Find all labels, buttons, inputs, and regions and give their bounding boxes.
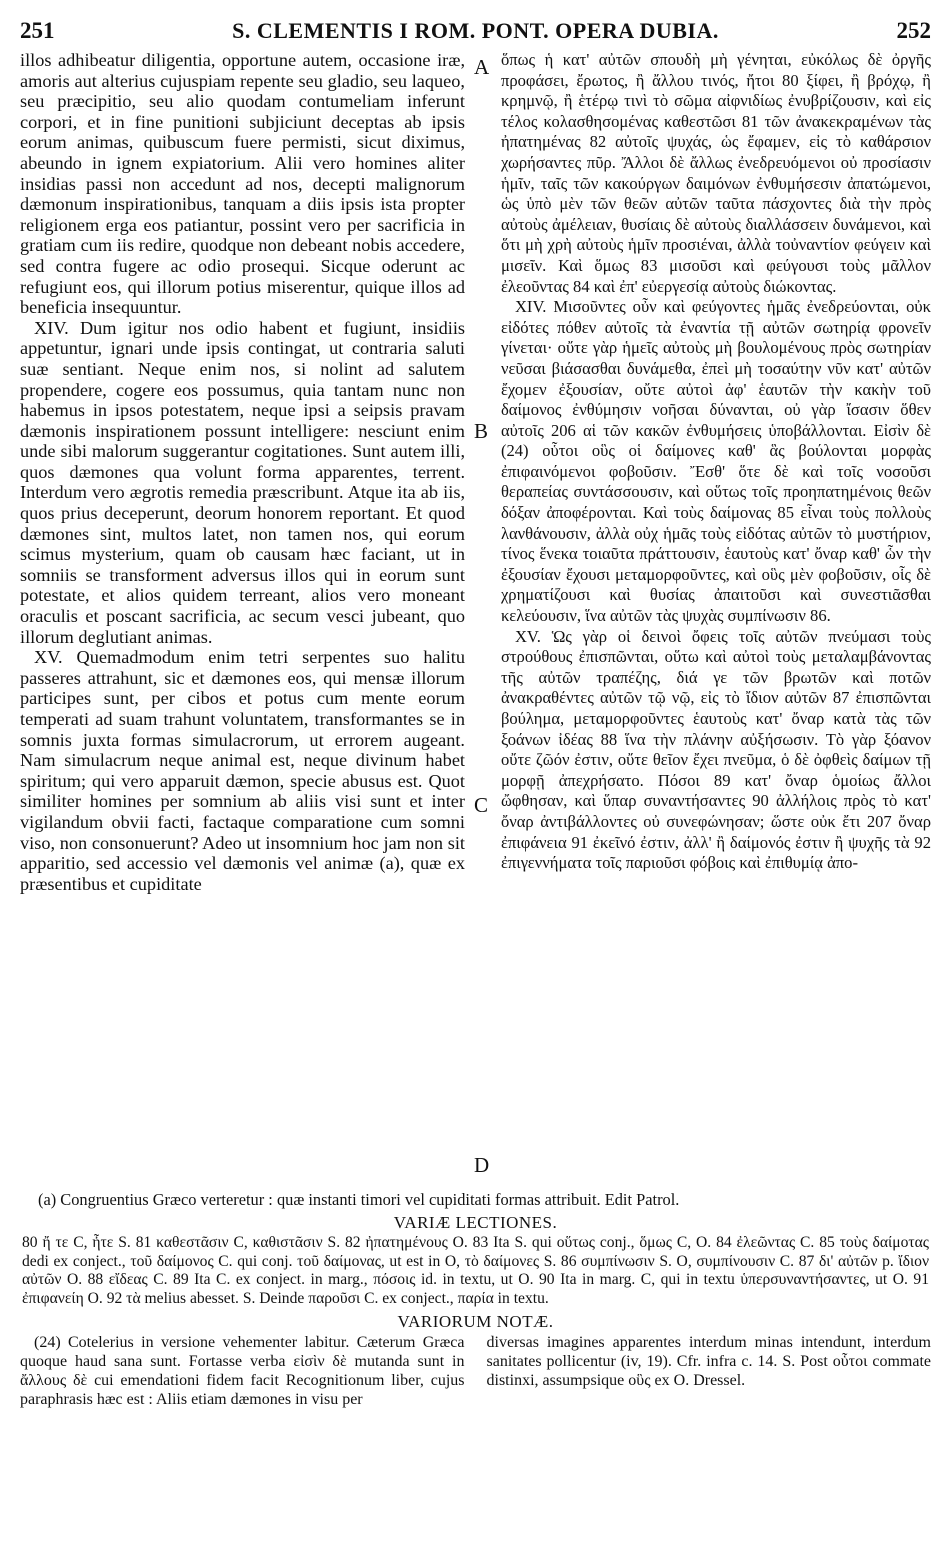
greek-paragraph: XIV. Μισοῦντες οὖν καὶ φεύγοντες ἡμᾶς ἐνεδρεύονται, οὐκ εἰδότες πόθεν αὐτοῖς τὰ ἐναντία τῇ αὐτῶν σωτηρίᾳ φρονεῖν γίνεται· οὔτε γὰρ ἡμεῖς αὐτοὺς μὴ βουλομένους πρὸς σωτηρίαν νεῦσαι βιάσασθαι δυνάμεθα, ἐπεὶ μὴ τοσαύτην νῦν κατ' αὐτῶν ἔχομεν ἐξουσίαν, οὔτε αὐτοὶ ἀφ' ἑαυτῶν τὴν κακὴν τοῦ δαίμονος ἐνθύμησιν νοῆσαι δύνανται, οὐ γὰρ ἴσασιν ὅθεν αὐτοῖς 206 αἱ τῶν κακῶν ἐνθυμήσεις ὑποβάλλονται. Εἰσὶν δὲ (24) οὗτοι οὓς οἱ δαίμονες καθ' ἃς βούλονται μορφὰς ἐπιφαινόμενοι φοβοῦσιν. Ἔσθ' ὅτε δὲ καὶ τοῖς νοσοῦσι θεραπείας συντάσσουσιν, καὶ οὕτως τοῖς προηπατημένοις θεῶν δόξαν ἀποφέρονται. Καὶ τοὺς δαίμονας 85 εἶναι τοὺς πολλοὺς λανθάνουσιν, ἀλλὰ οὐχ ἡμᾶς τοὺς εἰδότας αὐτῶν τὸ μυστήριον, τίνος ἕνεκα τοιαῦτα πράττουσιν, ἑαυτοὺς κατ' ὄναρ καθ' ὧν τὴν ἐξουσίαν ἔχουσι μεταμορφοῦντες, καὶ οὓς μὲν φοβοῦσιν, οἷς δὲ χρηματίζουσι καὶ θυσίας ἀπαιτοῦσι καὶ συνεστιᾶσθαι κελεύουσιν, ἵνα αὐτῶν τὰς ψυχὰς συμπίνωσιν 86. — [500, 297, 931, 626]
page-number-right: 252 — [896, 18, 931, 43]
note-text: diversas imagines apparentes interdum minas intendunt, interdum sanitates pollicentur (iv, 19). Cfr. infra c. 14. S. Post οὗτοι commate distinxi, assumpsique οὓς ex O. Dressel. — [486, 1334, 931, 1390]
variorum-notae-title: VARIORUM NOTÆ. — [397, 1312, 554, 1332]
margin-letter-b: B — [474, 419, 489, 443]
greek-paragraph: XV. Ὡς γὰρ οἱ δεινοὶ ὄφεις τοῖς αὐτῶν πνεύμασι τοὺς στρούθους ἐπισπῶνται, οὕτω καὶ αὐτοὶ τοὺς μεταλαμβάνοντας τῆς αὐτῶν τραπέζης, διά γε τῶν βρωτῶν καὶ ποτῶν ἀνακραθέντες αὐτῶν τῷ νῷ, εἰς τὸ ἴδιον αὐτῶν 87 ἐπισπῶνται βούλημα, μεταμορφοῦντες ἑαυτοὺς κατ' ὄναρ κατὰ τὰς τῶν ξοάνων ἰδέας 88 ἵνα τὴν πλάνην αὐξήσωσιν. Τὸ γὰρ ξόανον οὔτε ζῶόν ἐστιν, οὔτε θεῖον ἔχει πνεῦμα, ὁ δὲ ὀφθεὶς δαίμων τῇ μορφῇ ἀπεχρήσατο. Πόσοι 89 κατ' ὄναρ ὁμοίως ἄλλοι ὤφθησαν, καὶ ὕπαρ συναντήσαντες 90 ἀλλήλοις πρὸς τὸ κατ' ὄναρ ἀντιβάλλοντες οὐ συνεφώνησαν; ὥστε οὐκ ἔτι 207 ὄναρ ἐπιφάνεια 91 ἐκεῖνό ἐστιν, ἀλλ' ἢ δαίμονός ἐστιν ἢ ψυχῆς τὰ 92 ἐπιγεννήματα τοῖς παριοῦσι φόβοις καὶ ἐπιθυμίᾳ ἀπο- — [500, 626, 931, 873]
page-header — [20, 14, 931, 50]
notae-left-column — [20, 1333, 465, 1409]
margin-gutter — [465, 50, 501, 1188]
margin-letter-d: D — [474, 1153, 490, 1177]
variorum-notae — [20, 1333, 931, 1409]
margin-letter-c: C — [474, 793, 489, 817]
latin-paragraph: XIV. Dum igitur nos odio habent et fugiunt, insidiis appetuntur, ignari unde ipsis contingat, ut contraria saluti suæ sentiant. Neque enim nos, si nolint ad salutem propendere, cogere eos possumus, quia tantam nunc non habemus in ipsos potestatem, neque ipsi a seipsis pravam dæmonis inspirationem possunt intelligere: nesciunt enim unde sibi malorum suggerantur cogitationes. Sunt autem illi, quos dæmones qua volunt forma apparentes, terrent. Interdum vero ægrotis remedia præscribunt. Atque ita ab iis, quos prius deceperunt, deorum honorem reportant. Et quod dæmones sint, multos latet, non tamen nos, qui eorum scimus mysterium, quam ob causam hæc faciant, ut in somniis se transforment adversus illos qui in eorum sunt potestate, et alios quidem terreant, alios vero moneant oraculis et poscant sacrificia, ac secum vesci jubeant, quo illorum deglutiant animas. — [20, 317, 466, 647]
note-text: (24) Cotelerius in versione vehementer labitur. Cæterum Græca quoque haud sana sunt. Fortasse verba εἰσὶν δὲ mutanda sunt in ἄλλους δὲ cui emendationi fidem facit Recognitionum liber, cujus paraphrasis hæc est : Aliis etiam dæmones in visu per — [20, 1334, 465, 1409]
greek-paragraph: ὅπως ἡ κατ' αὐτῶν σπουδὴ μὴ γένηται, εὐκόλως δὲ ὀργῆς προφάσει, ἔρωτος, ἢ ἄλλου τινός, ἤτοι 80 ξίφει, ἢ βρόχῳ, ἢ κρημνῷ, ἢ ἑτέρῳ τινὶ τὸ σῶμα αἰφνιδίως ἐνυβρίζουσιν, καὶ εἰς τέλος κολασθησομένας καθεστῶσι 81 τῶν ἀνακεκραμένων τὰς ἠπατημένας 82 αὐτοῖς ψυχάς, ὡς ἔφαμεν, εἰς τὸ καθάρσιον χωρήσαντες πῦρ. Ἄλλοι δὲ ἄλλως ἐνεδρευόμενοι οὐ προσίασιν ἡμῖν, ταῖς τῶν κακούργων δαιμόνων ἐνθυμήσεσιν ἀπατώμενοι, ὡς ὑπὸ μὲν τῶν θεῶν αὐτῶν ταῦτα πάσχοντες διὰ τὴν πρὸς αὐτοὺς ἀμέλειαν, θυσίαις δὲ αὐτοὺς διαλλάσσειν δυνάμενοι, καὶ ὅτι μὴ χρὴ αὐτοὺς ἡμῖν προσιέναι, ἀλλὰ τοὐναντίον φεύγειν καὶ μισεῖν. Καὶ ὅμως 83 μισοῦσι καὶ φεύγουσι τοὺς μᾶλλον ἐλεοῦντας 84 καὶ ἐπ' εὐεργεσίᾳ αὐτοὺς διώκοντας. — [500, 50, 931, 296]
latin-paragraph: XV. Quemadmodum enim tetri serpentes suo halitu passeres attrahunt, sic et dæmones eos, qui mensæ illorum participes sunt, per cibos et potus cum mente eorum temperati ad suam trahunt voluntatem, transformantes se in somnis juxta formas simulacrorum, ut errorem augeant. Nam simulacrum neque animal est, neque divinum habet spiritum; qui vero apparuit dæmon, specie abusus est. Quot similiter homines per somnium ab aliis visi sunt et inter vigilandum obvii facti, factaque comparatione cum somni viso, non consonuerunt? Adeo ut insomnium hoc jam non sit apparitio, sed accessio vel dæmonis vel animæ (a), quæ ex præsentibus et cupiditate — [20, 647, 466, 894]
editorial-footnote: (a) Congruentius Græco verteretur : quæ instanti timori vel cupiditati formas attribuit. Edit Patrol. — [38, 1190, 680, 1209]
greek-column — [501, 50, 931, 1188]
latin-paragraph: illos adhibeatur diligentia, opportune autem, occasione iræ, amoris aut alterius cujuspiam repente seu gladio, seu laqueo, seu præcipitio, seu alio quodam contumeliam inferunt corpori, et in fine punitioni subjiciunt deceptas ab ipsis eorum animas, quibuscum fuere permisti, sicut diximus, abeundo in ignem expiatorium. Alii vero homines aliter insidias passi non accedunt ad nos, decepti malignorum dæmonum inspirationibus, tanquam a diis ipsis ista propter religionem erga eos patiantur, possint vero per sacrificia in gratiam cum iis redire, quodque non debeant nobis accedere, sed contra fugere ac odio prosequi. Sicque oderunt ac refugiunt eos, qui illorum potius miserentur, quique illos ad beneficia insequuntur. — [20, 50, 466, 318]
variae-lectiones-text: 80 ἤ τε C, ἦτε S. 81 καθεστᾶσιν C, καθιστᾶσιν S. 82 ἠπατημένους O. 83 Ita S. qui οὕτως conj., ὅμως C, O. 84 ἐλεῶντας C. 85 τοὺς δαίμοτας dedi ex conject., τοῦ δαίμονος C. qui conj. τοῦ δαίμονας, ut est in O, τὸ δαίμονες S. 86 συμπίνωσιν S. O, συμπίνουσιν C. 87 δι' αὐτῶν p. ἴδιον αὐτῶν O. 88 εἴδεας C. 89 Ita C. ex conject. in marg., πόσοις id. in textu, ut O. 90 Ita in marg. C, qui in textu ὑπερσυναντήσαντες, ut O. 91 ἐπιφανείη O. 92 τὰ melius abesset. S. Deinde παροῦσι C. ex conject., παρία in textu. — [22, 1234, 929, 1307]
variae-lectiones-title: VARIÆ LECTIONES. — [393, 1213, 558, 1232]
notae-right-column — [487, 1333, 932, 1409]
running-title: S. CLEMENTIS I ROM. PONT. OPERA DUBIA. — [232, 18, 719, 43]
text-columns — [20, 50, 931, 1188]
margin-letter-a: A — [474, 55, 490, 79]
page-number-left: 251 — [20, 18, 55, 43]
latin-column — [20, 50, 465, 1188]
